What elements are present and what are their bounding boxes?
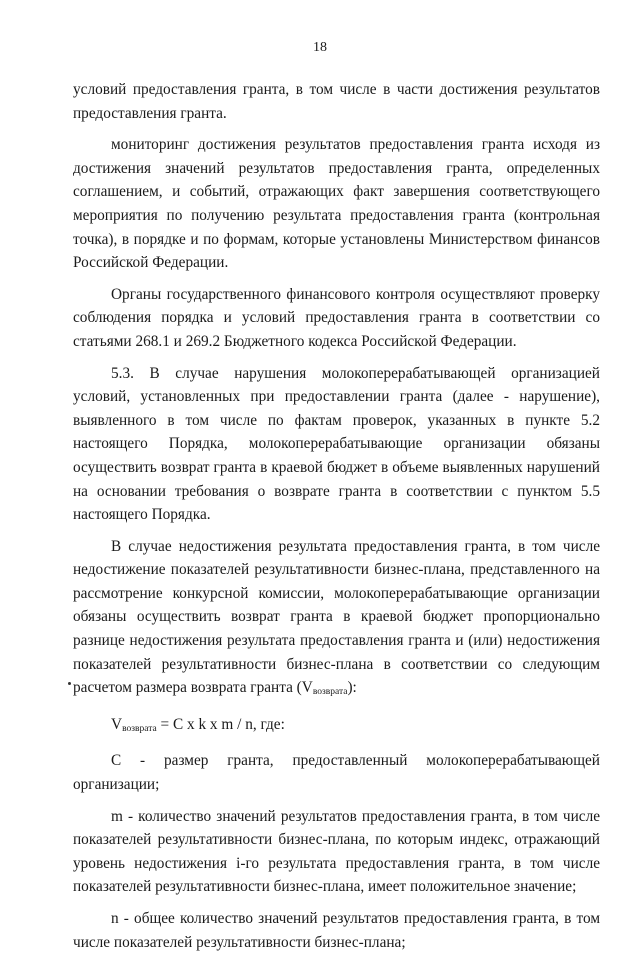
- paragraph-with-formula-intro: [73, 535, 600, 705]
- formula: [73, 713, 600, 742]
- paragraph-text: В случае недостижения результата предоставления гранта, в том числе недостижение показателей результативности бизнес-плана, представленного на рассмотрение конкурсной комиссии, молокоперерабатывающие организации обязаны осуществить возврат гранта в краевой бюджет пропорционально разнице недостижения результата предоставления гранта и (или) недостижения показателей результативности бизнес-плана в соответствии со следующим расчетом размера возврата гранта (V: [73, 537, 600, 697]
- paragraph-tail: ):: [347, 679, 357, 697]
- paragraph: условий предоставления гранта, в том числе в части достижения результатов предоставления гранта.: [73, 81, 600, 122]
- paragraph: 5.3. В случае нарушения молокоперерабатывающей организацией условий, установленных при предоставлении гранта (далее - нарушение), выявленного в том числе по фактам проверок, указанных в пункте 5.2 настоящего Порядка, молокоперерабатывающие организации обязаны осуществить возврат гранта в краевой бюджет в объеме выявленных нарушений на основании требования о возврате гранта в соответствии с пунктом 5.5 настоящего Порядка.: [73, 364, 600, 524]
- paragraph: Органы государственного финансового контроля осуществляют проверку соблюдения порядка и условий предоставления гранта в соответствии со статьями 268.1 и 269.2 Бюджетного кодекса Российской Федерации.: [73, 285, 600, 350]
- definition-n: n - общее количество значений результатов предоставления гранта, в том числе показателей результативности бизнес-плана;: [73, 910, 600, 951]
- formula-lhs: V: [111, 715, 123, 733]
- formula-subscript: возврата: [122, 723, 157, 734]
- definition-m: m - количество значений результатов предоставления гранта, в том числе показателей результативности бизнес-плана, по которым индекс, отражающий уровень недостижения i-го результата предоставления гранта, в том числе показателей результативности бизнес-плана, имеет положительное значение;: [73, 807, 600, 896]
- subscript: возврата: [312, 687, 348, 698]
- scan-speck: [68, 682, 71, 685]
- definition-c: C - размер гранта, предоставленный молокоперерабатывающей организации;: [73, 752, 600, 794]
- formula-rhs: = C x k x m / n, где:: [156, 715, 285, 733]
- paragraph: мониторинг достижения результатов предоставления гранта исходя из достижения значений результатов предоставления гранта, определенных соглашением, и событий, отражающих факт завершения соответствующего мероприятия по получению результата предоставления гранта (контрольная точка), в порядке и по формам, которые установлены Министерством финансов Российской Федерации.: [73, 136, 600, 272]
- page-number: 18: [313, 40, 327, 55]
- document-body: [73, 78, 600, 954]
